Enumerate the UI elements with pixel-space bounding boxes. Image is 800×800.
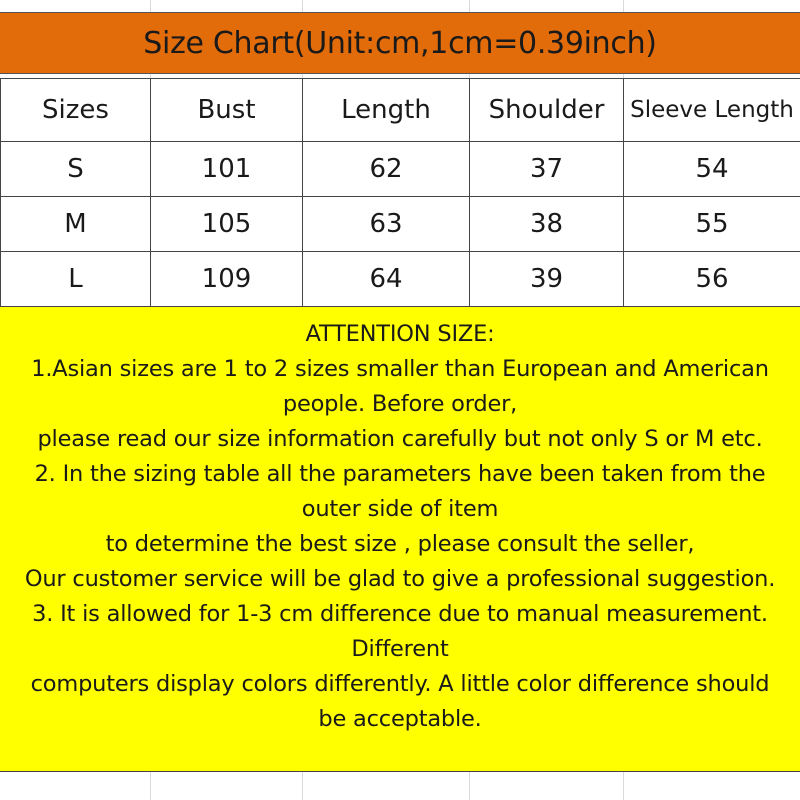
cell-bust: 105 — [151, 197, 303, 252]
notice-line: Different — [351, 636, 449, 662]
table-row — [1, 197, 800, 252]
notice-line: computers display colors differently. A little color difference should — [30, 671, 770, 697]
notice-line: 3. It is allowed for 1-3 cm difference due to manual measurement. — [32, 601, 768, 627]
header-sizes: Sizes — [1, 79, 151, 142]
cell-shoulder: 37 — [470, 142, 624, 197]
cell-bust: 109 — [151, 252, 303, 307]
cell-sleeve-length: 56 — [624, 252, 800, 307]
cell-size: M — [1, 197, 151, 252]
cell-size: L — [1, 252, 151, 307]
header-sleeve-length: Sleeve Length — [624, 79, 800, 142]
notice-line: 1.Asian sizes are 1 to 2 sizes smaller than European and American — [31, 356, 769, 382]
header-shoulder: Shoulder — [470, 79, 624, 142]
cell-size: S — [1, 142, 151, 197]
cell-sleeve-length: 55 — [624, 197, 800, 252]
attention-notice — [0, 306, 800, 772]
size-chart-title: Size Chart(Unit:cm,1cm=0.39inch) — [0, 12, 800, 74]
cell-shoulder: 39 — [470, 252, 624, 307]
table-row — [1, 142, 800, 197]
header-length: Length — [303, 79, 470, 142]
notice-line: to determine the best size , please consult the seller, — [105, 531, 695, 557]
cell-length: 63 — [303, 197, 470, 252]
cell-length: 62 — [303, 142, 470, 197]
size-table — [0, 78, 800, 307]
notice-line: please read our size information carefully but not only S or M etc. — [37, 426, 763, 452]
cell-sleeve-length: 54 — [624, 142, 800, 197]
notice-line: 2. In the sizing table all the parameters have been taken from the — [34, 461, 766, 487]
table-header-row — [1, 79, 800, 142]
notice-line: Our customer service will be glad to give a professional suggestion. — [24, 566, 776, 592]
header-bust: Bust — [151, 79, 303, 142]
notice-line: people. Before order, — [282, 391, 518, 417]
table-row — [1, 252, 800, 307]
cell-shoulder: 38 — [470, 197, 624, 252]
notice-heading: ATTENTION SIZE: — [305, 321, 495, 347]
cell-bust: 101 — [151, 142, 303, 197]
notice-line: be acceptable. — [318, 706, 482, 732]
cell-length: 64 — [303, 252, 470, 307]
notice-line: outer side of item — [301, 496, 499, 522]
